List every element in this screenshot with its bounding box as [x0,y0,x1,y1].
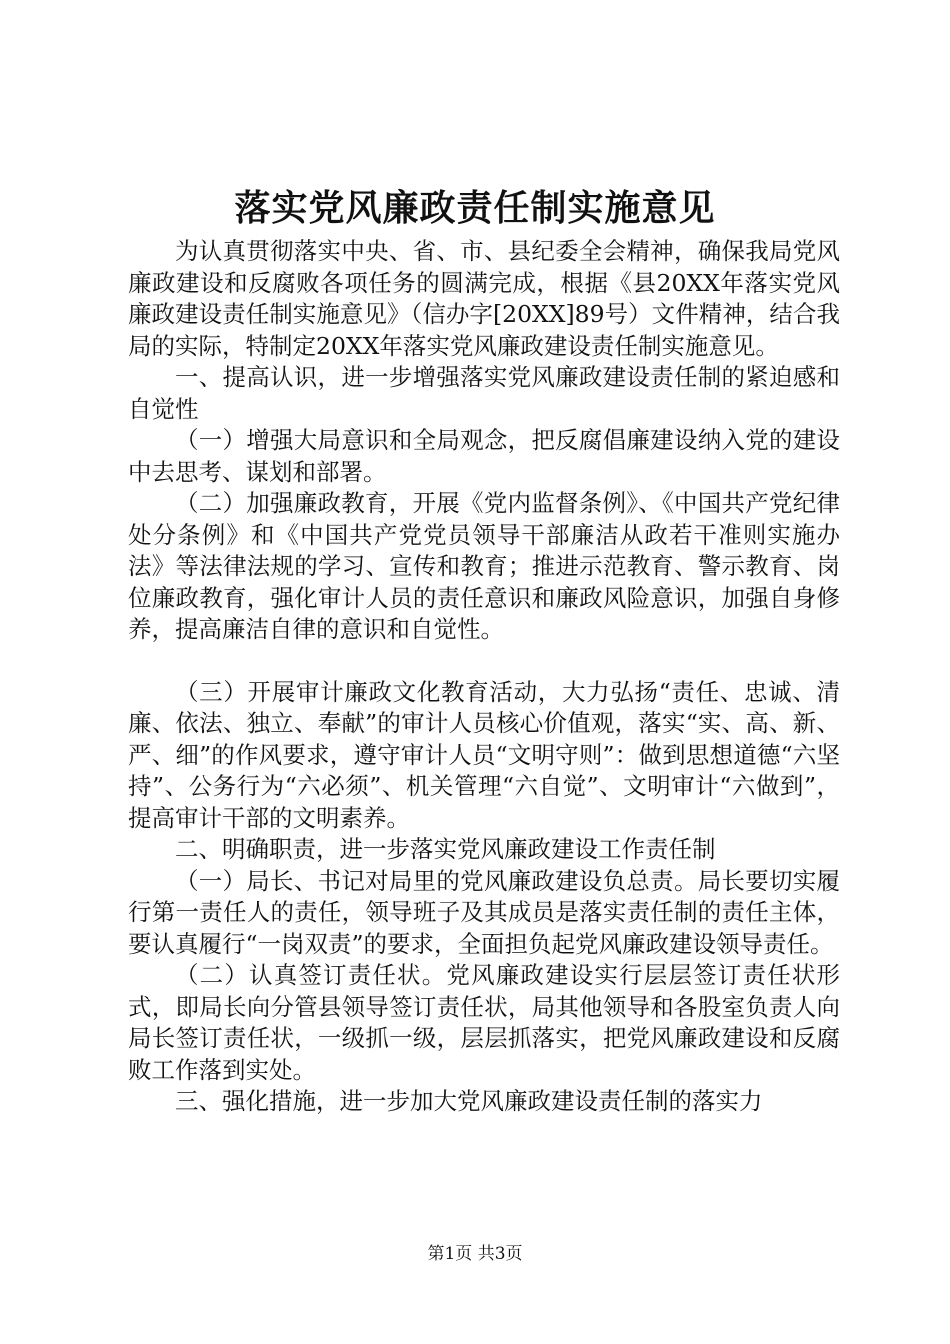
paragraph-1-2: （二）加强廉政教育，开展《党内监督条例》、《中国共产党纪律处分条例》和《中国共产党党员领导干部廉洁从政若干准则实施办法》等法律法规的学习、宣传和教育；推进示范教育、警示教育、岗位廉政教育，强化审计人员的责任意识和廉政风险意识，加强自身修养，提高廉洁自律的意识和自觉性。 [128,489,840,643]
document-body [128,236,840,1118]
document-title: 落实党风廉政责任制实施意见 [234,187,716,229]
paragraph-1-1: （一）增强大局意识和全局观念，把反腐倡廉建设纳入党的建设中去思考、谋划和部署。 [128,426,840,486]
section-heading-1: 一、提高认识，进一步增强落实党风廉政建设责任制的紧迫感和自觉性 [128,363,840,423]
section-heading-3: 三、强化措施，进一步加大党风廉政建设责任制的落实力 [175,1087,763,1115]
paragraph-1-3: （三）开展审计廉政文化教育活动，大力弘扬“责任、忠诚、清廉、依法、独立、奉献”的审计人员核心价值观，落实“实、高、新、严、细”的作风要求，遵守审计人员“文明守则”：做到思想道德“六坚持”、公务行为“六必须”、机关管理“六自觉”、文明审计“六做到”，提高审计干部的文明素养。 [128,677,840,832]
section-heading-2: 二、明确职责，进一步落实党风廉政建设工作责任制 [175,835,716,863]
paragraph-2-1: （一）局长、书记对局里的党风廉政建设负总责。局长要切实履行第一责任人的责任，领导班子及其成员是落实责任制的责任主体，要认真履行“一岗双责”的要求，全面担负起党风廉政建设领导责任。 [128,866,840,958]
paragraph-intro: 为认真贯彻落实中央、省、市、县纪委全会精神，确保我局党风廉政建设和反腐败各项任务的圆满完成，根据《县20XX年落实党风廉政建设责任制实施意见》（信办字[20XX]89号）文件精神，结合我局的实际，特制定20XX年落实党风廉政建设责任制实施意见。 [128,237,840,360]
paragraph-2-2: （二）认真签订责任状。党风廉政建设实行层层签订责任状形式，即局长向分管县领导签订责任状，局其他领导和各股室负责人向局长签订责任状，一级抓一级，层层抓落实，把党风廉政建设和反腐败工作落到实处。 [128,961,840,1084]
page-number: 第1页 共3页 [427,1244,523,1264]
